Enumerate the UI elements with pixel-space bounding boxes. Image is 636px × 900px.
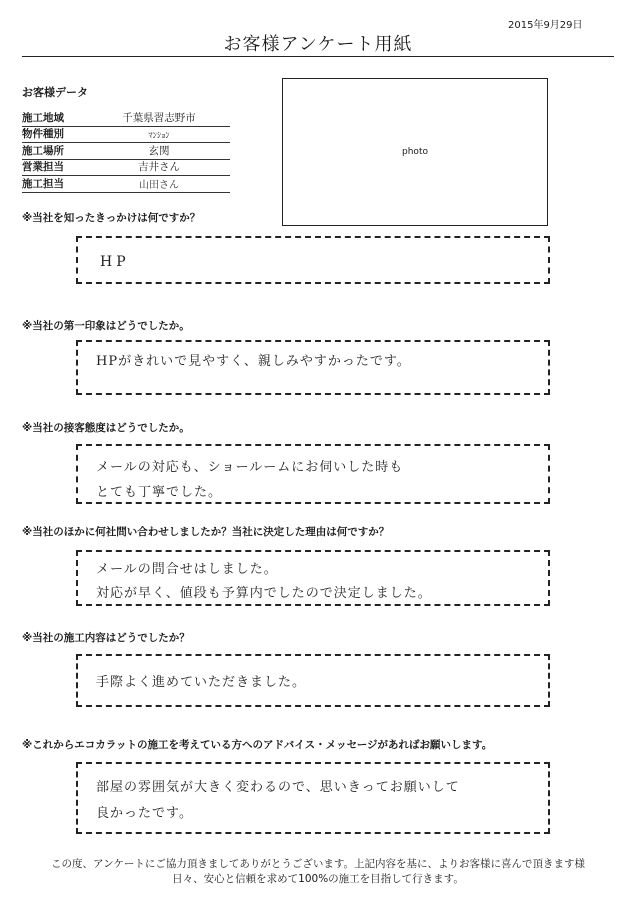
answer-2-line-1: HPがきれいで見やすく、親しみやすかったです。: [96, 354, 411, 369]
info-value: 千葉県習志野市: [122, 111, 196, 124]
answer-6-line-1: 部屋の雰囲気が大きく変わるので、思いきってお願いして: [96, 780, 460, 795]
question-1: ※当社を知ったきっかけは何ですか？: [22, 212, 201, 224]
info-row-install: [22, 176, 230, 193]
info-row-place: [22, 143, 230, 160]
info-label: 物件種別: [22, 128, 64, 140]
info-label: 営業担当: [22, 161, 64, 173]
question-4: ※当社のほかに何社問い合わせしましたか？当社に決定した理由は何ですか？: [22, 526, 390, 538]
photo-label: photo: [402, 147, 428, 157]
info-value: 山田さん: [139, 179, 179, 191]
info-row-type: [22, 127, 230, 144]
info-value: 吉井さん: [138, 161, 180, 173]
page-title: お客様アンケート用紙: [223, 34, 413, 55]
answer-1-line-1: HP: [100, 254, 130, 270]
answer-5-line-1: 手際よく進めていただきました。: [96, 675, 307, 690]
title-underline: [22, 56, 614, 57]
info-row-area: [22, 110, 230, 127]
answer-4-line-2: 対応が早く、値段も予算内でしたので決定しました。: [96, 586, 432, 601]
survey-date: 2015年9月29日: [508, 20, 583, 31]
photo-placeholder: [282, 78, 548, 226]
answer-6-line-2: 良かったです。: [96, 806, 193, 821]
question-5: ※当社の施工内容はどうでしたか？: [22, 632, 190, 644]
footer-message-line-1: この度、アンケートにご協力頂きましてありがとうございます。上記内容を基に、よりお客様に喜んで頂きます様: [50, 858, 586, 870]
answer-3-line-2: とても丁寧でした。: [96, 485, 223, 500]
footer-message-line-2: 日々、安心と信頼を求めて100%の施工を目指して行きます。: [172, 873, 464, 885]
info-value: ﾏﾝｼｮﾝ: [148, 131, 170, 141]
info-row-sales: [22, 160, 230, 177]
answer-4-line-1: メールの問合せはしました。: [96, 562, 278, 577]
question-3: ※当社の接客態度はどうでしたか。: [22, 422, 190, 434]
answer-box-6: [76, 762, 550, 834]
info-label: 施工場所: [22, 144, 64, 157]
customer-data-heading: お客様データ: [22, 86, 88, 99]
info-label: 施工地域: [22, 111, 64, 124]
answer-box-1: [76, 236, 550, 284]
answer-3-line-1: メールの対応も、ショールームにお伺いした時も: [96, 460, 404, 475]
info-label: 施工担当: [22, 177, 64, 190]
question-6: ※これからエコカラットの施工を考えている方へのアドバイス・メッセージがあればお願いします。: [22, 739, 493, 751]
question-2: ※当社の第一印象はどうでしたか。: [22, 320, 190, 332]
customer-data-table: [22, 110, 230, 193]
info-value: 玄関: [148, 144, 170, 157]
